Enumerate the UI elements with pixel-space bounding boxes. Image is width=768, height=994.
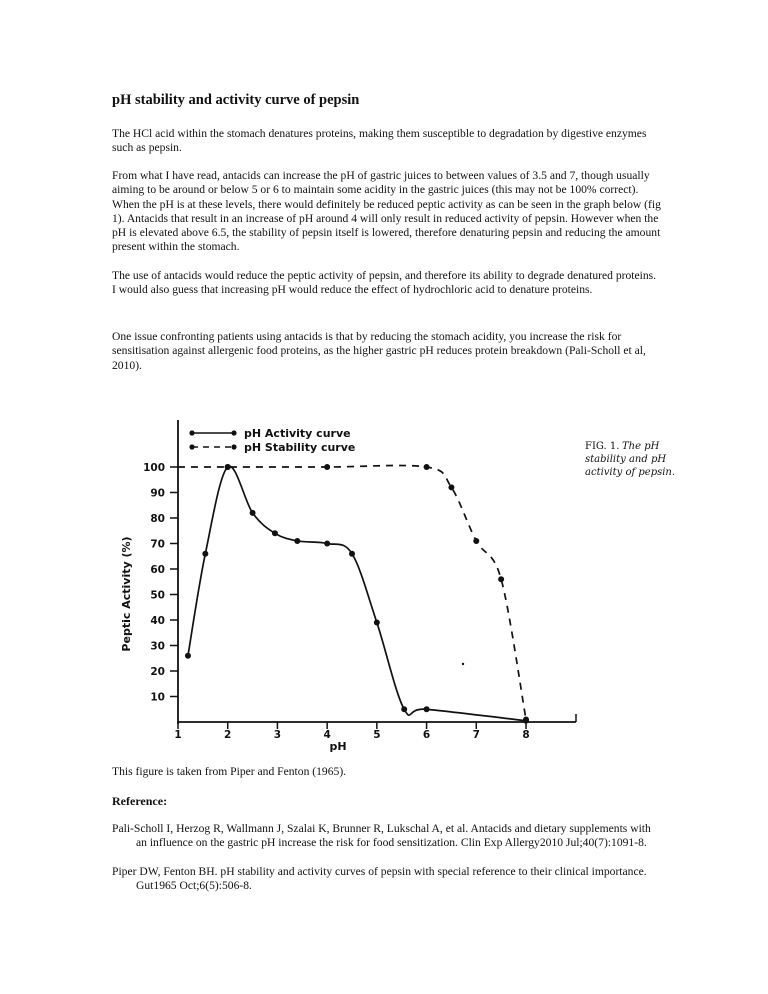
y-tick-label-100: 100 [143, 462, 165, 474]
paragraph-4: One issue confronting patients using antacids is that by reducing the stomach acidity, you increase the risk for sensitisation against allergenic food proteins, as the higher gastric pH reduces protein breakdown (Pali-Scholl et al, 2010). [112, 330, 646, 372]
activity-point-1 [202, 551, 208, 557]
legend [189, 427, 355, 454]
reference-2: Piper DW, Fenton BH. pH stability and activity curves of pepsin with special reference to their clinical importance. Gut1965 Oct;6(5):506-8. [112, 865, 647, 893]
paragraph-1: The HCl acid within the stomach denatures proteins, making them susceptible to degradation by digestive enzymes such as pepsin. [112, 127, 647, 155]
x-axis-label: pH [329, 740, 347, 753]
fig-caption-line-2: stability and pH [585, 454, 667, 465]
stability-point-2 [324, 464, 330, 470]
activity-point-4 [272, 530, 278, 536]
legend-activity-label: pH Activity curve [244, 427, 351, 440]
stability-point-7 [523, 716, 529, 722]
figure-ph-curves [112, 392, 678, 762]
x-tick-label-5: 5 [373, 729, 381, 741]
page-title: pH stability and activity curve of pepsin [112, 92, 360, 108]
y-tick-label-60: 60 [150, 564, 165, 576]
legend-activity-dot-right [231, 430, 236, 435]
y-axis-label: Peptic Activity (%) [120, 536, 133, 652]
x-tick-label-1: 1 [174, 729, 182, 741]
stability-point-6 [498, 576, 504, 582]
legend-stability-dot-right [231, 444, 236, 449]
y-tick-label-20: 20 [150, 666, 165, 678]
series-layer [178, 464, 529, 724]
stability-point-5 [473, 538, 479, 544]
y-tick-label-40: 40 [150, 615, 165, 627]
fig-caption-line-3: activity of pepsin. [585, 467, 676, 478]
activity-point-10 [424, 706, 430, 712]
stability-point-3 [424, 464, 430, 470]
stability-point-1 [225, 464, 231, 470]
activity-point-9 [401, 706, 407, 712]
x-tick-label-2: 2 [224, 729, 232, 741]
x-tick-label-6: 6 [422, 729, 431, 741]
paragraph-2: From what I have read, antacids can increase the pH of gastric juices to between values of 3.5 and 7, though usually aiming to be around or below 5 or 6 to maintain some acidity in the gastric juices (this may not be 100% correct). When the pH is at these levels, there would definitely be reduced peptic activity as can be seen in the graph below (fig 1). Antacids that result in an increase of pH around 4 will only result in reduced activity of pepsin. However when the pH is elevated above 6.5, the stability of pepsin itself is lowered, therefore denaturing pepsin and reducing the amount present within the stomach. [112, 169, 661, 254]
x-tick-label-4: 4 [323, 729, 331, 741]
stability-curve-line [178, 465, 526, 719]
activity-point-8 [374, 620, 380, 626]
y-tick-label-70: 70 [150, 538, 165, 551]
activity-point-7 [349, 551, 355, 557]
x-tick-label-8: 8 [522, 729, 530, 741]
legend-activity-dot-left [189, 430, 194, 435]
fig-caption-label: FIG. 1. [585, 441, 620, 452]
y-tick-label-50: 50 [150, 589, 165, 602]
activity-point-0 [185, 653, 191, 659]
activity-curve-line [188, 466, 526, 720]
chart-svg [112, 392, 678, 762]
stray-dot [462, 663, 464, 665]
figure-source: This figure is taken from Piper and Fenton (1965). [112, 765, 347, 778]
x-tick-label-7: 7 [472, 729, 480, 741]
legend-stability-label: pH Stability curve [244, 441, 356, 454]
legend-stability-dot-left [189, 444, 194, 449]
y-tick-label-10: 10 [150, 691, 165, 704]
ticks-layer [143, 462, 576, 741]
y-tick-label-80: 80 [150, 513, 165, 525]
x-tick-label-3: 3 [273, 729, 282, 741]
y-tick-label-90: 90 [150, 487, 165, 500]
stability-point-4 [448, 484, 454, 490]
activity-point-6 [324, 541, 330, 547]
reference-heading: Reference: [112, 794, 168, 808]
paragraph-3: The use of antacids would reduce the peptic activity of pepsin, and therefore its ability to degrade denatured proteins. I would also guess that increasing pH would reduce the effect of hydrochloric acid to denature proteins. [112, 269, 657, 297]
activity-point-3 [250, 510, 256, 516]
reference-1: Pali-Scholl I, Herzog R, Wallmann J, Szalai K, Brunner R, Lukschal A, et al. Antacids and dietary supplements with an influence on the gastric pH increase the risk for food sensitization. Clin Exp Allergy2010 Jul;40(7):1091-8. [112, 822, 651, 850]
y-tick-label-30: 30 [150, 640, 165, 653]
fig-caption-line-1: The pH [622, 441, 660, 452]
activity-point-5 [294, 538, 300, 544]
